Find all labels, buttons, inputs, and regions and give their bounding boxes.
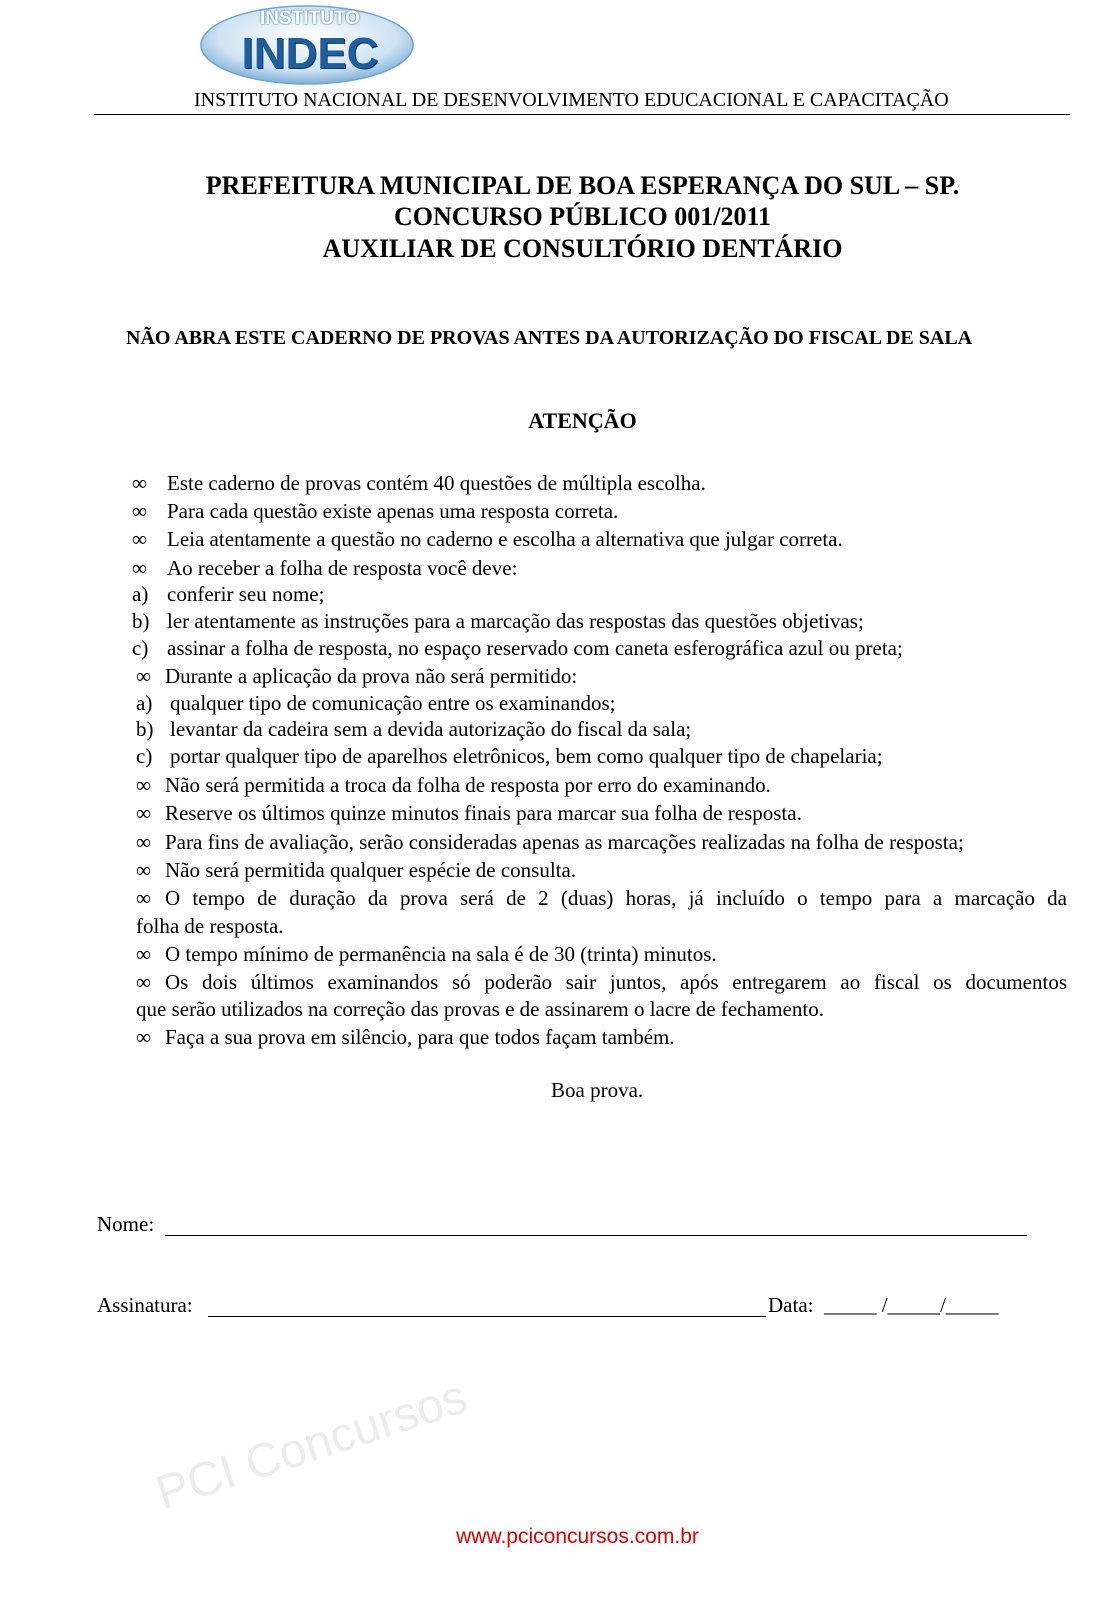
name-field-line[interactable]	[165, 1235, 1027, 1236]
instruction-item: ∞ O tempo mínimo de permanência na sala é de 30 (trinta) minutos.	[136, 942, 717, 966]
sub-item: b) levantar da cadeira sem a devida autorização do fiscal da sala;	[136, 717, 692, 741]
bullet-icon: ∞	[136, 886, 151, 910]
bullet-icon: ∞	[136, 970, 151, 994]
instruction-item: ∞ Reserve os últimos quinze minutos finais para marcar sua folha de resposta.	[136, 801, 802, 825]
instruction-item: ∞ Não será permitida a troca da folha de resposta por erro do examinando.	[136, 773, 771, 797]
bullet-icon: ∞	[132, 556, 147, 580]
warning-text: NÃO ABRA ESTE CADERNO DE PROVAS ANTES DA AUTORIZAÇÃO DO FISCAL DE SALA	[126, 327, 973, 349]
bullet-icon: ∞	[136, 858, 151, 882]
instruction-continuation: que serão utilizados na correção das provas e de assinarem o lacre de fechamento.	[136, 997, 825, 1021]
bullet-icon: ∞	[132, 527, 147, 551]
instruction-item: ∞ Este caderno de provas contém 40 questões de múltipla escolha.	[132, 471, 706, 495]
sub-item: c) portar qualquer tipo de aparelhos eletrônicos, bem como qualquer tipo de chapelaria;	[136, 744, 883, 768]
attention-heading: ATENÇÃO	[528, 408, 637, 433]
bullet-icon: ∞	[136, 830, 151, 854]
header-divider	[94, 114, 1070, 115]
instruction-continuation: folha de resposta.	[136, 914, 284, 938]
bullet-icon: ∞	[136, 664, 151, 688]
instruction-item: ∞ Para fins de avaliação, serão consideradas apenas as marcações realizadas na folha de resposta;	[136, 830, 964, 854]
title-prefeitura: PREFEITURA MUNICIPAL DE BOA ESPERANÇA DO SUL – SP.	[205, 171, 960, 200]
instruction-item: ∞ O tempo de duração da prova será de 2 (duas) horas, já incluído o tempo para a marcação da	[136, 886, 1067, 910]
logo-top-text: INSTITUTO	[260, 8, 360, 29]
sub-item: c) assinar a folha de resposta, no espaço reservado com caneta esferográfica azul ou preta;	[132, 636, 903, 660]
indec-logo	[200, 4, 415, 86]
instruction-item: ∞ Os dois últimos examinandos só poderão sair juntos, após entregarem ao fiscal os documentos	[136, 970, 1067, 994]
date-field[interactable]: _____ /_____/_____	[824, 1293, 999, 1317]
bullet-icon: ∞	[136, 801, 151, 825]
institution-name: INSTITUTO NACIONAL DE DESENVOLVIMENTO EDUCACIONAL E CAPACITAÇÃO	[194, 89, 949, 111]
bullet-icon: ∞	[136, 1025, 151, 1049]
name-label: Nome:	[97, 1212, 155, 1236]
bullet-icon: ∞	[132, 471, 147, 495]
signature-label: Assinatura:	[97, 1293, 193, 1317]
closing-text: Boa prova.	[551, 1078, 644, 1102]
sub-item: a) qualquer tipo de comunicação entre os examinandos;	[136, 691, 616, 715]
bullet-icon: ∞	[136, 942, 151, 966]
instruction-item: ∞ Durante a aplicação da prova não será permitido:	[136, 664, 578, 688]
instruction-item: ∞ Ao receber a folha de resposta você deve:	[132, 556, 518, 580]
sub-item: a) conferir seu nome;	[132, 582, 325, 606]
date-label: Data:	[768, 1293, 814, 1317]
instruction-item: ∞ Leia atentamente a questão no caderno e escolha a alternativa que julgar correta.	[132, 527, 843, 551]
watermark: PCI Concursos	[150, 1370, 474, 1521]
instruction-item: ∞ Não será permitida qualquer espécie de consulta.	[136, 858, 577, 882]
instruction-item: ∞ Para cada questão existe apenas uma resposta correta.	[132, 499, 619, 523]
logo-main-text: INDEC	[241, 29, 379, 78]
title-concurso: CONCURSO PÚBLICO 001/2011	[393, 202, 772, 231]
sub-item: b) ler atentamente as instruções para a marcação das respostas das questões objetivas;	[132, 609, 864, 633]
signature-field-line[interactable]	[208, 1316, 766, 1317]
bullet-icon: ∞	[136, 773, 151, 797]
bullet-icon: ∞	[132, 499, 147, 523]
footer-url[interactable]: www.pciconcursos.com.br	[456, 1525, 699, 1548]
title-cargo: AUXILIAR DE CONSULTÓRIO DENTÁRIO	[322, 234, 843, 263]
instruction-item: ∞ Faça a sua prova em silêncio, para que todos façam também.	[136, 1025, 675, 1049]
